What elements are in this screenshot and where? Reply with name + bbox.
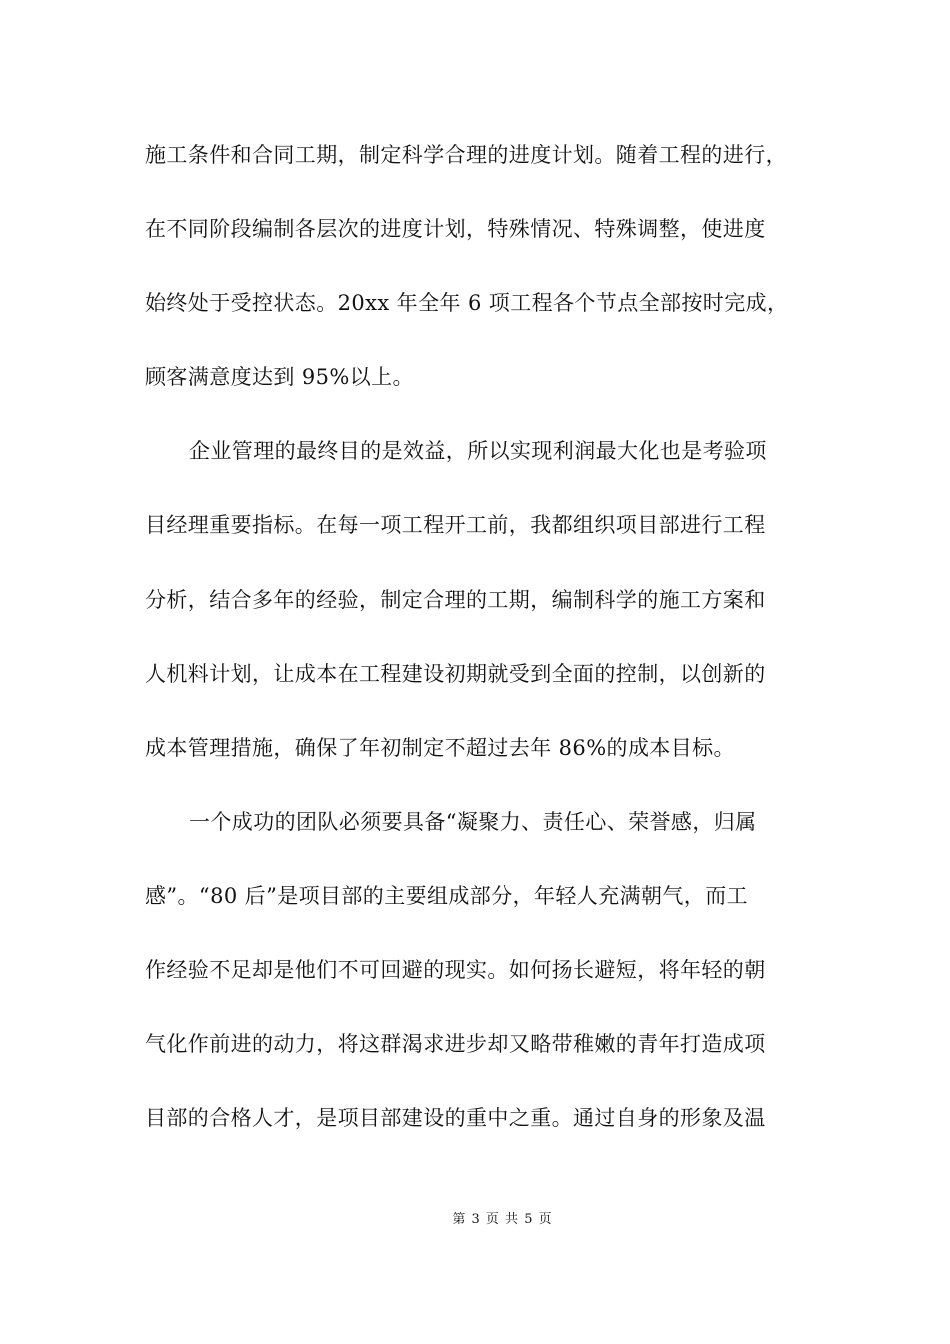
text-line: 气化作前进的动力，将这群渴求进步却又略带稚嫩的青年打造成项: [145, 1032, 766, 1056]
text-line: 分析，结合多年的经验，制定合理的工期，编制科学的施工方案和: [145, 588, 766, 612]
text-line: 作经验不足却是他们不可回避的现实。如何扬长避短，将年轻的朝: [145, 958, 766, 982]
text-line: 成本管理措施，确保了年初制定不超过去年 86%的成本目标。: [145, 736, 735, 760]
text-line: 施工条件和合同工期，制定科学合理的进度计划。随着工程的进行，: [145, 143, 787, 167]
text-line: 一个成功的团队必须要具备“凝聚力、责任心、荣誉感，归属: [189, 810, 757, 834]
text-line: 始终处于受控状态。20xx 年全年 6 项工程各个节点全部按时完成，: [145, 291, 789, 315]
text-line: 目经理重要指标。在每一项工程开工前，我都组织项目部进行工程: [145, 513, 766, 537]
text-line: 人机料计划，让成本在工程建设初期就受到全面的控制，以创新的: [145, 662, 766, 686]
text-line: 在不同阶段编制各层次的进度计划，特殊情况、特殊调整，使进度: [145, 217, 766, 241]
text-line: 感”。“80 后”是项目部的主要组成部分，年轻人充满朝气，而工: [145, 884, 749, 908]
page-number-footer: 第 3 页 共 5 页: [452, 1212, 553, 1227]
text-line: 企业管理的最终目的是效益，所以实现利润最大化也是考验项: [189, 439, 767, 463]
text-line: 顾客满意度达到 95%以上。: [145, 365, 414, 389]
text-line: 目部的合格人才，是项目部建设的重中之重。通过自身的形象及温: [145, 1106, 766, 1130]
